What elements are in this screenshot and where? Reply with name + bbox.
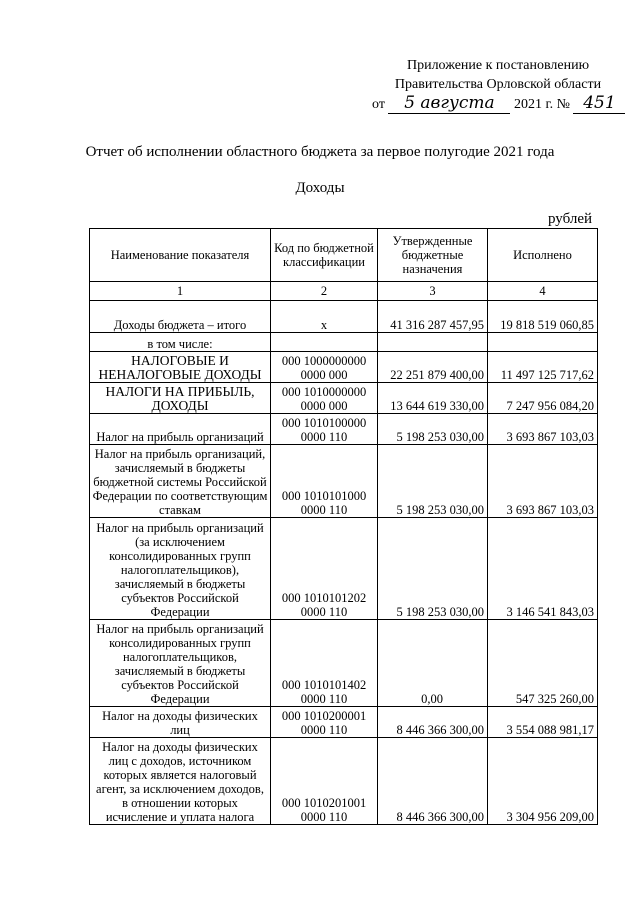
header-approved: Утвержденные бюджетные назначения (378, 229, 488, 282)
row-code: 000 1010100000 0000 110 (271, 414, 378, 445)
header-executed: Исполнено (488, 229, 598, 282)
row-approved: 22 251 879 400,00 (378, 352, 488, 383)
row-name: Доходы бюджета – итого (90, 301, 271, 333)
row-approved: 41 316 287 457,95 (378, 301, 488, 333)
section-title: Доходы (295, 180, 345, 196)
row-name: НАЛОГИ НА ПРИБЫЛЬ, ДОХОДЫ (90, 383, 271, 414)
row-executed: 3 304 956 209,00 (488, 738, 598, 825)
table-row (90, 414, 598, 445)
row-approved (378, 333, 488, 352)
table-row (90, 620, 598, 707)
row-approved: 8 446 366 300,00 (378, 707, 488, 738)
row-approved: 5 198 253 030,00 (378, 445, 488, 518)
row-executed: 3 554 088 981,17 (488, 707, 598, 738)
column-number: 1 (90, 282, 271, 301)
report-title: Отчет об исполнении областного бюджета за первое полугодие 2021 года (85, 144, 555, 160)
column-number: 3 (378, 282, 488, 301)
table-row (90, 383, 598, 414)
row-executed: 19 818 519 060,85 (488, 301, 598, 333)
row-code: 000 1010101402 0000 110 (271, 620, 378, 707)
row-name: Налог на прибыль организаций консолидированных групп налогоплательщиков, зачисляемый в бюджеты субъектов Российской Федерации (90, 620, 271, 707)
column-number: 2 (271, 282, 378, 301)
column-number-row (90, 282, 598, 301)
row-approved: 5 198 253 030,00 (378, 518, 488, 620)
row-approved: 5 198 253 030,00 (378, 414, 488, 445)
row-executed: 7 247 956 084,20 (488, 383, 598, 414)
row-code (271, 333, 378, 352)
units-label: рублей (548, 211, 593, 227)
row-code: 000 1010201001 0000 110 (271, 738, 378, 825)
revenue-table (89, 228, 598, 825)
row-approved: 0,00 (378, 620, 488, 707)
row-executed (488, 333, 598, 352)
row-executed: 11 497 125 717,62 (488, 352, 598, 383)
row-code: 000 1010101202 0000 110 (271, 518, 378, 620)
approval-from: от (372, 97, 385, 112)
row-name: НАЛОГОВЫЕ И НЕНАЛОГОВЫЕ ДОХОДЫ (90, 352, 271, 383)
handwritten-date: 5 августа (388, 94, 510, 114)
column-number: 4 (488, 282, 598, 301)
header-name: Наименование показателя (90, 229, 271, 282)
row-code: 000 1010000000 0000 000 (271, 383, 378, 414)
table-header-row (90, 229, 598, 282)
row-executed: 547 325 260,00 (488, 620, 598, 707)
row-name: Налог на доходы физических лиц (90, 707, 271, 738)
table-row (90, 707, 598, 738)
row-approved: 13 644 619 330,00 (378, 383, 488, 414)
approval-line-2: Правительства Орловской области (394, 77, 602, 92)
row-code: 000 1000000000 0000 000 (271, 352, 378, 383)
approval-line-1: Приложение к постановлению (406, 58, 590, 73)
row-executed: 3 146 541 843,03 (488, 518, 598, 620)
approval-date-line (368, 94, 628, 114)
table-row (90, 333, 598, 352)
row-name: Налог на прибыль организаций (90, 414, 271, 445)
table-row (90, 301, 598, 333)
table-row (90, 518, 598, 620)
row-executed: 3 693 867 103,03 (488, 414, 598, 445)
row-code: 000 1010200001 0000 110 (271, 707, 378, 738)
row-name: Налог на прибыль организаций (за исключением консолидированных групп налогоплательщиков), зачисляемый в бюджеты субъектов Российской Федерации (90, 518, 271, 620)
handwritten-number: 451 (573, 94, 625, 114)
row-name: Налог на доходы физических лиц с доходов, источником которых является налоговый агент, за исключением доходов, в отношении которых исчисление и уплата налога (90, 738, 271, 825)
table-row (90, 352, 598, 383)
row-executed: 3 693 867 103,03 (488, 445, 598, 518)
approval-block (368, 56, 628, 114)
row-approved: 8 446 366 300,00 (378, 738, 488, 825)
approval-year: 2021 г. № (513, 97, 570, 112)
table-row (90, 445, 598, 518)
row-name: в том числе: (90, 333, 271, 352)
header-code: Код по бюджетной классификации (271, 229, 378, 282)
row-code: x (271, 301, 378, 333)
table-row (90, 738, 598, 825)
row-code: 000 1010101000 0000 110 (271, 445, 378, 518)
row-name: Налог на прибыль организаций, зачисляемый в бюджеты бюджетной системы Российской Федерации по соответствующим ставкам (90, 445, 271, 518)
